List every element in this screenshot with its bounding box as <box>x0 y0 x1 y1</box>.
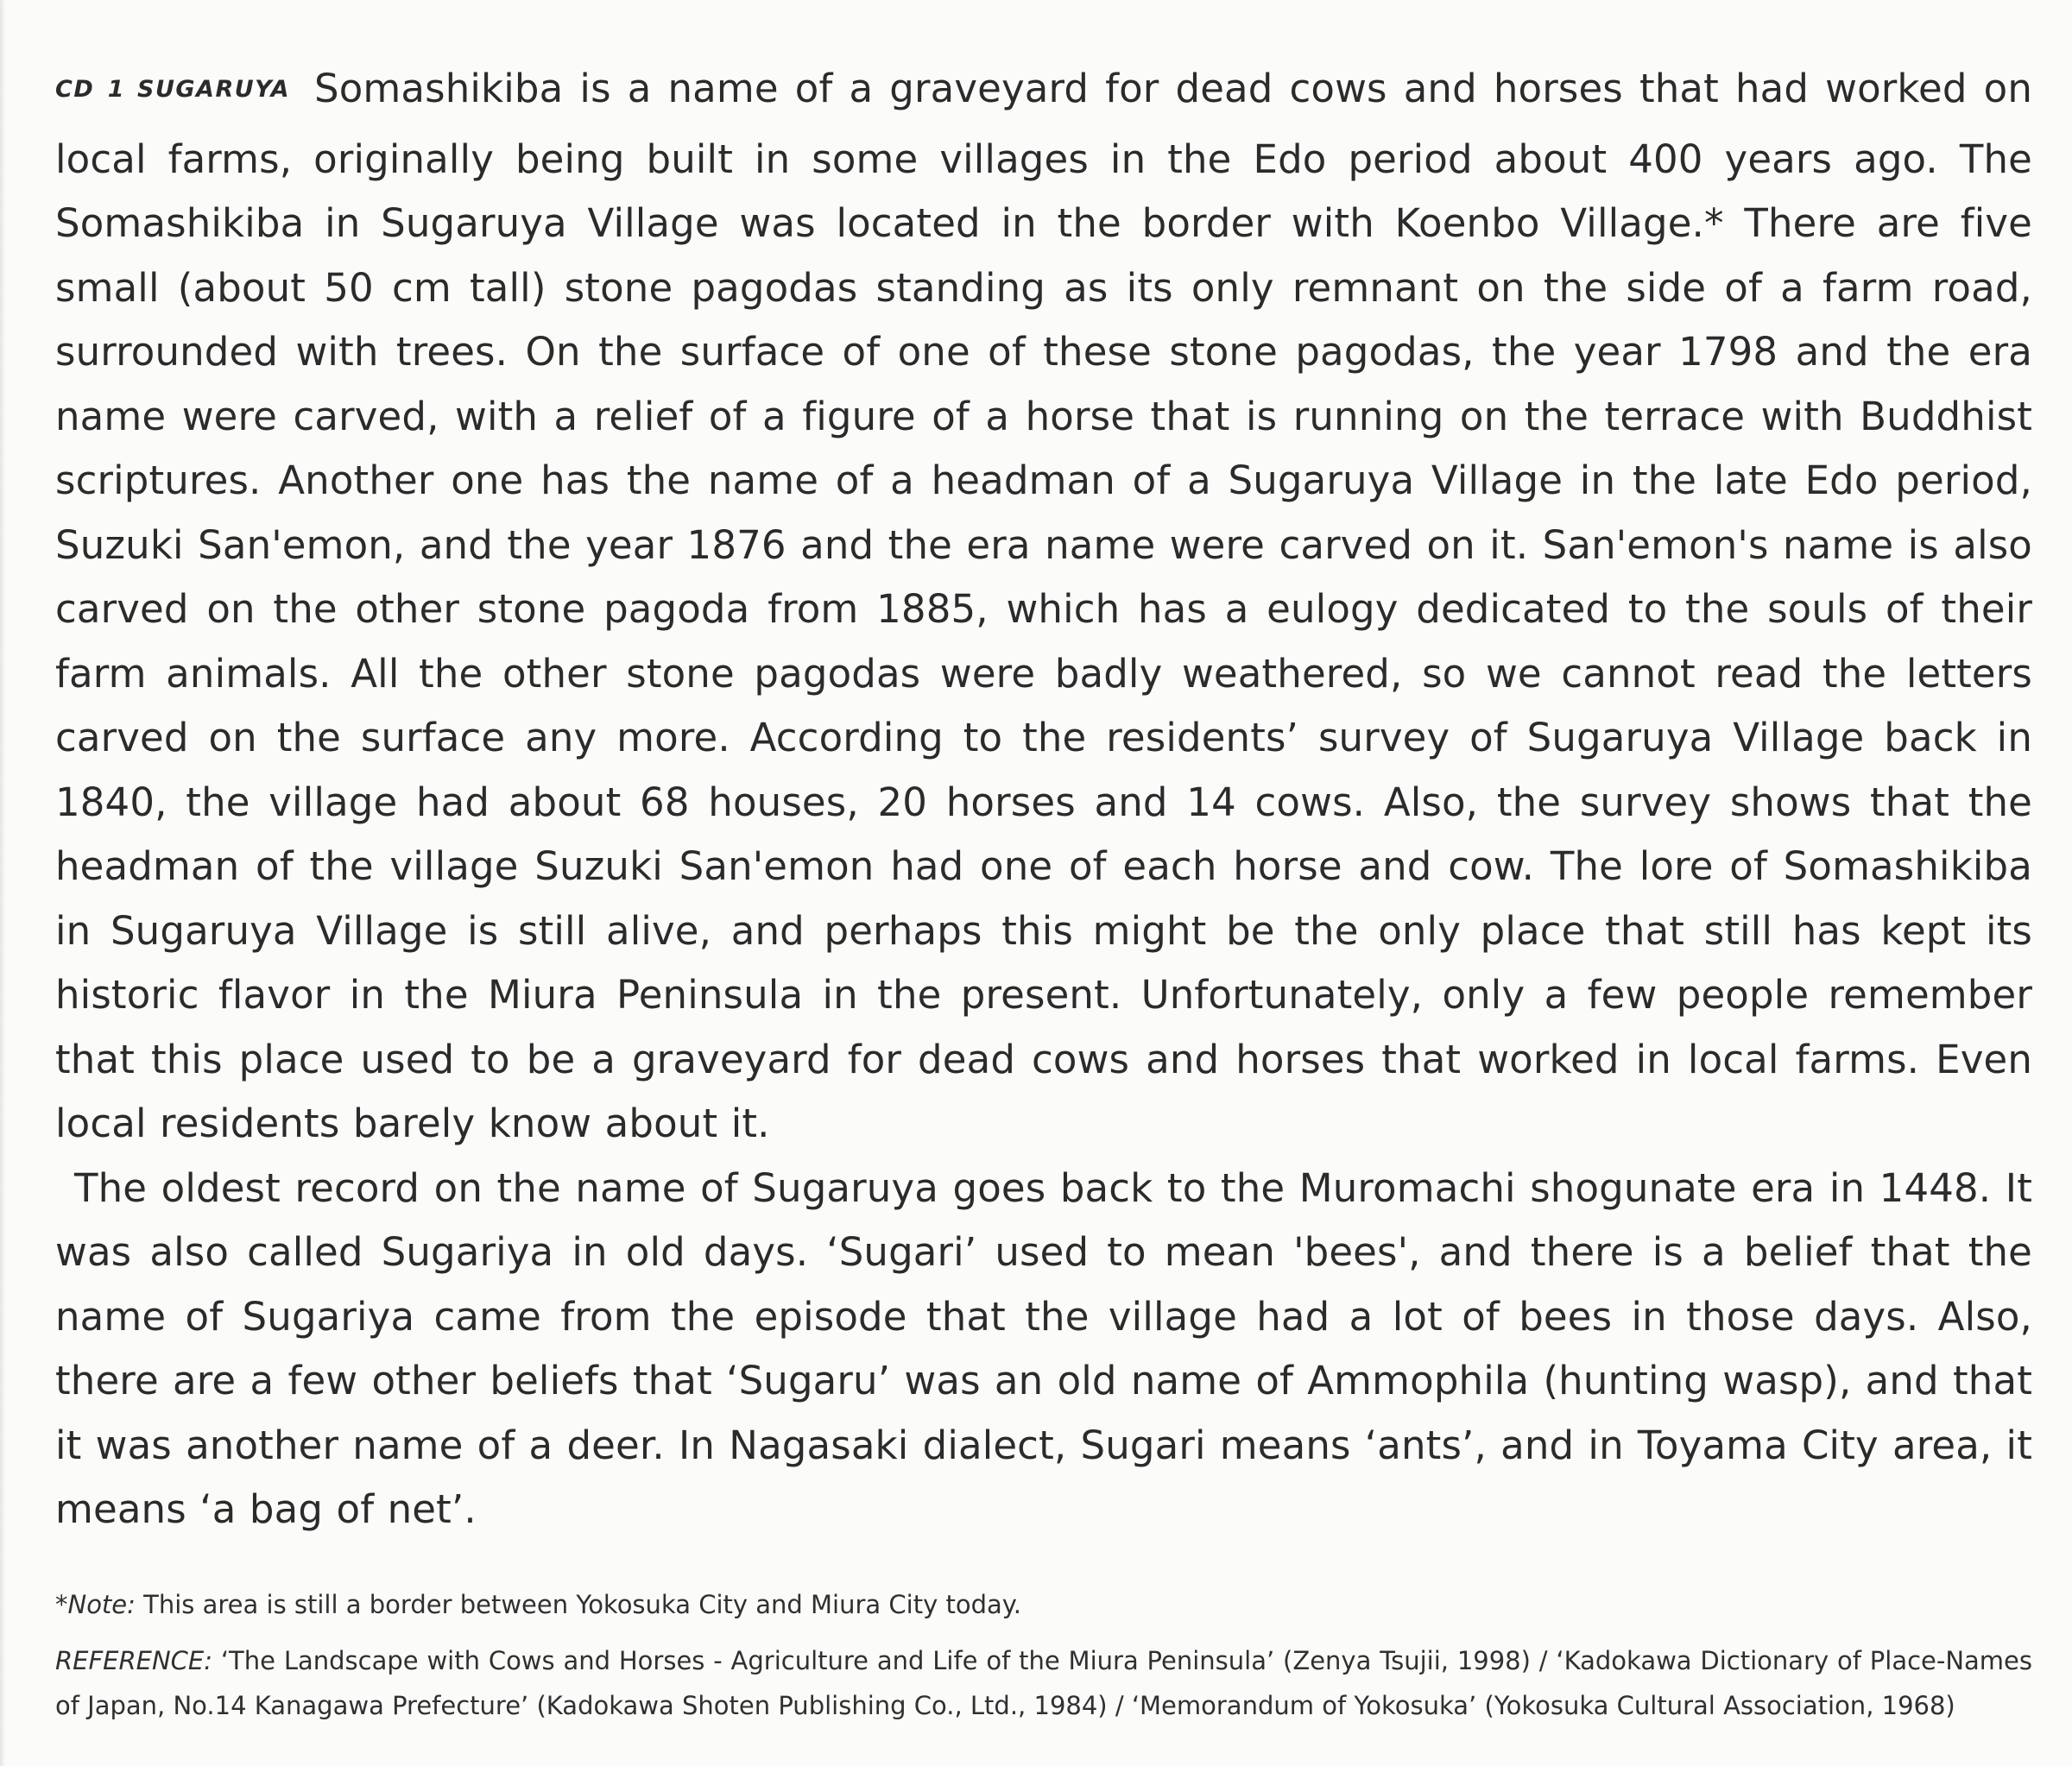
reference-text: ‘The Landscape with Cows and Horses - Agriculture and Life of the Miura Peninsula’ (Zenya Tsujii, 1998) / ‘Kadokawa Dictionary of Place-Names of Japan, No.14 Kanagawa Prefecture’ (Kadokawa Shoten Publishing Co., Ltd., 1984) / ‘Memorandum of Yokosuka’ (Yokosuka Cultural Association, 1968) <box>55 1646 2033 1720</box>
track-title: SUGARUYA <box>137 76 291 103</box>
footnote-note <box>55 1583 2032 1626</box>
footnote-reference <box>55 1638 2032 1728</box>
reference-label: REFERENCE: <box>55 1646 212 1675</box>
cd-label: CD 1 <box>55 76 126 103</box>
note-label: *Note: <box>55 1590 136 1619</box>
paragraph-1 <box>55 57 2032 1157</box>
footnotes <box>55 1583 2032 1728</box>
liner-notes-page <box>55 57 2032 1542</box>
paragraph-1-text: Somashikiba is a name of a graveyard for dead cows and horses that had worked on local farms, originally being built in some villages in the Edo period about 400 years ago. The Somashikiba in Sugaruya Village was located in the border with Koenbo Village.* There are five small (about 50 cm tall) stone pagodas standing as its only remnant on the side of a farm road, surrounded with trees. On the surface of one of these stone pagodas, the year 1798 and the era name were carved, with a relief of a figure of a horse that is running on the terrace with Buddhist scriptures. Another one has the name of a headman of a Sugaruya Village in the late Edo period, Suzuki San'emon, and the year 1876 and the era name were carved on it. San'emon's name is also carved on the other stone pagoda from 1885, which has a eulogy dedicated to the souls of their farm animals. All the other stone pagodas were badly weathered, so we cannot read the letters carved on the surface any more. According to the residents’ survey of Sugaruya Village back in 1840, the village had about 68 houses, 20 horses and 14 cows. Also, the survey shows that the headman of the village Suzuki San'emon had one of each horse and cow. The lore of Somashikiba in Sugaruya Village is still alive, and perhaps this might be the only place that still has kept its historic flavor in the Miura Peninsula in the present. Unfortunately, only a few people remember that this place used to be a graveyard for dead cows and horses that worked in local farms. Even local residents barely know about it. <box>55 66 2032 1146</box>
note-text: This area is still a border between Yokosuka City and Miura City today. <box>143 1590 1021 1619</box>
scan-edge-shadow <box>0 0 6 1766</box>
paragraph-2: The oldest record on the name of Sugaruya goes back to the Muromachi shogunate era in 1448. It was also called Sugariya in old days. ‘Sugari’ used to mean 'bees', and there is a belief that the name of Sugariya came from the episode that the village had a lot of bees in those days. Also, there are a few other beliefs that ‘Sugaru’ was an old name of Ammophila (hunting wasp), and that it was another name of a deer. In Nagasaki dialect, Sugari means ‘ants’, and in Toyama City area, it means ‘a bag of net’. <box>55 1164 2032 1532</box>
